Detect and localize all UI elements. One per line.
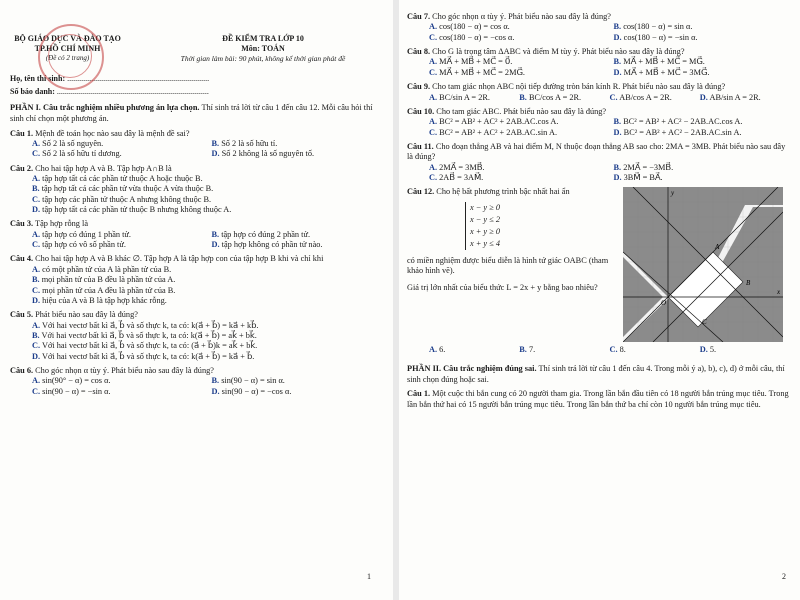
answer-option-b[interactable]: [519, 345, 609, 355]
answer-option-a[interactable]: [429, 57, 606, 67]
solution-region-graph: [623, 187, 783, 342]
answer-option-b[interactable]: [10, 331, 383, 341]
answer-option-d[interactable]: [614, 68, 791, 78]
id-field: ............................................................................: [56, 87, 209, 97]
option-key: D.: [32, 295, 41, 305]
answer-option-b[interactable]: [212, 230, 384, 240]
option-text: Số 2 là số hữu tỉ dương.: [42, 149, 122, 159]
option-key: A.: [32, 376, 41, 386]
option-text: AB/sin A = 2R.: [709, 92, 761, 102]
option-text: Với hai vectơ bất kì a⃗, b⃗ và số thực k, ta có: k(a⃗ + b⃗) = ka⃗ + kb⃗.: [42, 320, 259, 330]
option-text: tập hợp tất cả các phần tử thuộc B nhưng không thuộc A.: [42, 205, 232, 215]
answer-option-a[interactable]: [429, 22, 606, 32]
option-text: MA⃗ + MB⃗ + MC⃗ = 0⃗.: [439, 57, 513, 67]
answer-options: [10, 139, 383, 160]
question-text: Cho tam giác nhọn ABC nội tiếp đường tròn bán kính R. Phát biểu nào sau đây là đúng?: [432, 82, 726, 92]
question-number: Câu 3.: [10, 219, 34, 229]
option-text: AB/cos A = 2R.: [619, 92, 672, 102]
option-key: D.: [613, 127, 622, 137]
answer-options: [407, 57, 790, 78]
header-right: [143, 34, 383, 63]
question-number: Câu 11.: [407, 141, 434, 151]
option-key: C.: [32, 240, 41, 250]
option-key: A.: [32, 320, 41, 330]
graph-label-b: B: [746, 279, 751, 288]
name-field: .......................................................................: [67, 74, 210, 84]
inequality-3: x + y ≥ 0: [470, 226, 500, 236]
option-text: sin(90° − α) = cos α.: [42, 376, 111, 386]
option-key: D.: [613, 173, 622, 183]
part1-heading: [10, 103, 383, 125]
question-block: [10, 254, 383, 306]
answer-option-b[interactable]: [212, 139, 384, 149]
option-key: B.: [613, 162, 622, 172]
question-12-text: [407, 187, 617, 342]
option-key: C.: [32, 341, 41, 351]
option-text: 2AB⃗ = 3AM⃗.: [439, 173, 484, 183]
option-text: BC² = AB² + AC² − 2AB.AC.cos A.: [623, 117, 743, 127]
option-key: A.: [32, 173, 41, 183]
page-number-2: 2: [782, 572, 786, 581]
option-key: A.: [32, 264, 41, 274]
part2-heading: [407, 364, 790, 386]
page1-questions: [10, 129, 383, 398]
option-key: B.: [211, 138, 220, 148]
answer-option-a[interactable]: [10, 321, 383, 331]
question-block: [10, 310, 383, 362]
answer-option-c[interactable]: [610, 93, 700, 103]
answer-option-d[interactable]: [614, 128, 791, 138]
option-text: tập hợp có đúng 2 phần tử.: [221, 229, 311, 239]
option-key: B.: [613, 22, 622, 32]
answer-option-d[interactable]: [614, 33, 791, 43]
option-text: sin(90 − α) = sin α.: [221, 376, 285, 386]
answer-options: [407, 163, 790, 184]
option-text: cos(180 − α) = −cos α.: [439, 32, 515, 42]
option-text: Số 2 là số nguyên.: [42, 138, 104, 148]
question-text: Cho hai tập hợp A và B. Tập hợp A∩B là: [35, 163, 172, 173]
answer-option-d[interactable]: [700, 345, 790, 355]
answer-option-c[interactable]: [429, 68, 606, 78]
question-block: [407, 142, 790, 183]
option-key: D.: [613, 67, 622, 77]
option-text: tập hợp không có phần tử nào.: [221, 240, 323, 250]
city-name: TP.HỒ CHÍ MINH: [34, 44, 101, 53]
option-key: A.: [429, 162, 438, 172]
question-block: [10, 129, 383, 160]
option-key: B.: [211, 376, 220, 386]
option-key: D.: [32, 351, 41, 361]
option-text: 7.: [528, 345, 536, 355]
answer-option-c[interactable]: [429, 33, 606, 43]
option-text: MA⃗ + MB⃗ + MC⃗ = 2MG⃗.: [439, 67, 525, 77]
option-text: sin(90 − α) = −sin α.: [42, 386, 111, 396]
option-key: B.: [32, 331, 40, 340]
option-key: C.: [429, 127, 438, 137]
option-key: A.: [32, 229, 41, 239]
question-text-3: Giá trị lớn nhất của biểu thức L = 2x + y bằng bao nhiêu?: [407, 282, 598, 292]
option-text: mọi phần tử của A đều là phần tử của B.: [42, 285, 176, 295]
answer-option-a[interactable]: [429, 163, 606, 173]
question-text: Cho góc nhọn α tùy ý. Phát biểu nào sau đây là đúng?: [432, 12, 611, 21]
option-key: B.: [519, 345, 527, 355]
option-text: Với hai vectơ bất kì a⃗, b⃗ và số thực k, ta có: k(a⃗ + b⃗) = ka⃗ + b⃗.: [42, 351, 255, 361]
option-text: 2MA⃗ = 3MB⃗.: [439, 162, 485, 172]
answer-option-b[interactable]: [614, 22, 791, 32]
option-text: sin(90 − α) = −cos α.: [221, 386, 292, 396]
question-number: Câu 6.: [10, 366, 34, 376]
answer-option-c[interactable]: [10, 286, 383, 296]
question-text-2: có miền nghiệm được biểu diễn là hình tứ giác OABC (tham khảo hình vẽ).: [407, 255, 609, 276]
answer-option-b[interactable]: [614, 163, 791, 173]
exam-page-2: [399, 0, 800, 600]
option-key: C.: [32, 386, 41, 396]
question-number: Câu 7.: [407, 12, 431, 21]
question-text: Cho hệ bất phương trình bậc nhất hai ẩn: [436, 187, 570, 197]
page-count-note: (Đề có 2 trang): [45, 54, 90, 62]
option-text: BC² = AB² + AC² + 2AB.AC.cos A.: [439, 117, 559, 127]
option-text: tập hợp các phần tử thuộc A nhưng không thuộc B.: [42, 194, 212, 204]
answer-option-a[interactable]: [32, 376, 204, 386]
option-text: 6.: [439, 345, 446, 355]
answer-option-d[interactable]: [212, 149, 384, 159]
option-key: B.: [32, 184, 40, 194]
option-key: B.: [519, 92, 527, 102]
option-text: 8.: [619, 345, 626, 355]
graph-label-a: A: [715, 243, 720, 252]
answer-option-d[interactable]: [10, 205, 383, 215]
question-block: [10, 366, 383, 397]
answer-options: [10, 265, 383, 306]
option-text: MA⃗ + MB⃗ + MC⃗ = MG⃗.: [623, 57, 705, 67]
question-block: [407, 12, 790, 43]
option-text: Số 2 là số hữu tỉ.: [221, 138, 278, 148]
answer-options: [10, 174, 383, 215]
exam-title: ĐỀ KIỂM TRA LỚP 10: [222, 34, 304, 43]
option-key: C.: [609, 92, 618, 102]
question-text: Cho đoạn thẳng AB và hai điểm M, N thuộc đoạn thẳng AB sao cho: 2MA = 3MB. Phát biểu nào sau đây là đúng?: [407, 141, 786, 162]
school-stamp-icon: [38, 24, 104, 90]
answer-options: [407, 22, 790, 43]
graph-label-o: O: [661, 299, 667, 308]
inequality-system: [465, 202, 617, 250]
answer-option-d[interactable]: [10, 296, 383, 306]
answer-options: [10, 230, 383, 251]
answer-option-a[interactable]: [32, 139, 204, 149]
option-key: A.: [429, 345, 438, 355]
question-number: Câu 1.: [10, 128, 34, 138]
question-12-options: [407, 345, 790, 355]
id-label: Số báo danh:: [10, 87, 55, 97]
graph-label-x: x: [777, 288, 781, 297]
question-text: Mệnh đề toán học nào sau đây là mệnh đề sai?: [35, 128, 190, 138]
answer-option-b[interactable]: [10, 184, 383, 194]
option-text: cos(180 − α) = sin α.: [623, 22, 693, 32]
answer-option-a[interactable]: [10, 265, 383, 275]
answer-option-b[interactable]: [614, 57, 791, 67]
option-key: C.: [32, 149, 41, 159]
answer-option-d[interactable]: [212, 240, 384, 250]
option-text: BC/cos A = 2R.: [528, 92, 582, 102]
graph-label-c: C: [702, 318, 707, 327]
option-key: B.: [613, 117, 622, 127]
option-key: A.: [429, 57, 438, 67]
option-key: A.: [32, 138, 41, 148]
answer-options: [10, 376, 383, 397]
question-number: Câu 12.: [407, 187, 435, 197]
exam-subject: Môn: TOÁN: [241, 44, 285, 53]
exam-time: Thời gian làm bài: 90 phút, không kể thời gian phát đề: [180, 54, 346, 63]
question-block: [407, 107, 790, 138]
part2-question-1: [407, 389, 790, 410]
answer-option-a[interactable]: [32, 230, 204, 240]
part1-desc: Thí sinh trả lời từ câu 1 đến câu 12. Mỗi câu hỏi thí sinh chỉ chọn một phương án.: [10, 102, 373, 123]
part1-title: PHẦN I. Câu trắc nghiệm nhiều phương án lựa chọn.: [10, 102, 200, 112]
option-text: tập hợp có đúng 1 phần tử.: [42, 229, 131, 239]
option-key: C.: [429, 67, 438, 77]
answer-option-a[interactable]: [429, 117, 606, 127]
question-12: [407, 187, 790, 342]
answer-option-c[interactable]: [429, 173, 606, 183]
part2-title: PHẦN II. Câu trắc nghiệm đúng sai.: [407, 363, 537, 373]
answer-option-c[interactable]: [10, 341, 383, 351]
question-number: Câu 5.: [10, 310, 34, 320]
question-text: Cho tam giác ABC. Phát biểu nào sau đây là đúng?: [436, 106, 607, 116]
question-number: Câu 1.: [407, 389, 431, 399]
question-number: Câu 8.: [407, 47, 431, 57]
answer-option-d[interactable]: [10, 352, 383, 362]
option-key: A.: [429, 92, 438, 102]
answer-option-c[interactable]: [32, 149, 204, 159]
question-text: Phát biểu nào sau đây là đúng?: [35, 310, 138, 320]
answer-option-d[interactable]: [614, 173, 791, 183]
option-key: D.: [211, 240, 220, 250]
option-text: Số 2 không là số nguyên tố.: [221, 149, 315, 159]
option-text: 2MA⃗ = −3MB⃗.: [623, 162, 674, 172]
option-key: A.: [429, 117, 438, 127]
option-text: BC² = AB² + AC² − 2AB.AC.sin A.: [623, 127, 742, 137]
option-text: BC/sin A = 2R.: [439, 92, 490, 102]
question-text: Cho G là trọng tâm ΔABC và điểm M tùy ý. Phát biểu nào sau đây là đúng?: [432, 47, 685, 57]
option-text: 3BM⃗ = BA⃗.: [623, 173, 663, 183]
option-text: BC² = AB² + AC² + 2AB.AC.sin A.: [439, 127, 558, 137]
part2-desc: Thí sinh trả lời từ câu 1 đến câu 4. Trong mỗi ý a), b), c), d) ở mỗi câu, thí sinh chọn đúng hoặc sai.: [407, 363, 785, 384]
option-key: B.: [211, 229, 220, 239]
option-key: C.: [609, 345, 618, 355]
answer-option-d[interactable]: [212, 387, 384, 397]
option-text: Với hai vectơ bất kì a⃗, b⃗ và số thực k, ta có: k(a⃗ + b⃗) = ak⃗ + bk⃗.: [41, 331, 257, 340]
dept-name: BỘ GIÁO DỤC VÀ ĐÀO TẠO: [14, 34, 121, 43]
question-number: Câu 10.: [407, 106, 435, 116]
answer-options: [10, 321, 383, 362]
option-text: tập hợp có vô số phần tử.: [42, 240, 126, 250]
option-text: cos(180 − α) = cos α.: [439, 22, 510, 32]
option-key: B.: [32, 275, 40, 285]
inequality-1: x − y ≥ 0: [470, 202, 500, 212]
answer-option-b[interactable]: [212, 376, 384, 386]
question-block: [10, 219, 383, 250]
question-text: Cho hai tập hợp A và B khác ∅. Tập hợp A là tập hợp con của tập hợp B khi và chỉ khi: [35, 254, 324, 264]
question-block: [407, 47, 790, 78]
option-text: tập hợp tất cả các phần tử thuộc A hoặc thuộc B.: [42, 173, 203, 183]
option-key: D.: [699, 92, 708, 102]
option-key: B.: [613, 57, 622, 67]
answer-options: [407, 93, 790, 103]
option-key: C.: [429, 32, 438, 42]
answer-option-c[interactable]: [10, 195, 383, 205]
answer-option-a[interactable]: [429, 93, 519, 103]
answer-option-c[interactable]: [610, 345, 700, 355]
question-number: Câu 9.: [407, 82, 431, 92]
answer-options: [407, 117, 790, 138]
option-text: cos(180 − α) = −sin α.: [623, 32, 698, 42]
answer-option-a[interactable]: [429, 345, 519, 355]
question-number: Câu 2.: [10, 163, 34, 173]
question-text: Một cuộc thi bắn cung có 20 người tham gia. Trong lần bắn đầu tiên có 18 người bắn trúng mục tiêu. Trong lần bắn thứ hai có 15 người bắn trúng mục tiêu. Trong lần bắn thứ ba chỉ còn 10 người bắn trúng mục tiêu.: [407, 389, 789, 409]
inequality-2: x − y ≤ 2: [470, 214, 500, 224]
answer-option-b[interactable]: [519, 93, 609, 103]
answer-option-c[interactable]: [32, 387, 204, 397]
name-label: Họ, tên thí sinh:: [10, 74, 66, 84]
question-text: Cho góc nhọn α tùy ý. Phát biểu nào sau đây là đúng?: [35, 366, 214, 376]
exam-page-1: [0, 0, 393, 600]
question-text: Tập hợp rỗng là: [35, 219, 89, 229]
option-key: D.: [32, 205, 41, 215]
page2-questions: [407, 12, 790, 183]
question-block: [407, 82, 790, 103]
option-text: có một phần tử của A là phần tử của B.: [42, 264, 172, 274]
option-text: Với hai vectơ bất kì a⃗, b⃗ và số thực k, ta có: (a⃗ + b⃗)k = ak⃗ + bk⃗.: [42, 341, 258, 351]
option-text: mọi phần tử của B đều là phần tử của A.: [41, 275, 176, 285]
answer-option-c[interactable]: [32, 240, 204, 250]
option-text: 5.: [709, 345, 717, 355]
answer-option-d[interactable]: [700, 93, 790, 103]
inequality-4: x + y ≤ 4: [470, 238, 500, 248]
answer-option-b[interactable]: [10, 275, 383, 285]
question-block: [10, 164, 383, 216]
question-number: Câu 4.: [10, 254, 34, 264]
option-text: hiệu của A và B là tập hợp khác rỗng.: [42, 295, 167, 305]
page-number-1: 1: [367, 572, 371, 581]
option-key: C.: [32, 285, 41, 295]
option-key: C.: [32, 194, 41, 204]
graph-label-y: y: [671, 189, 675, 198]
answer-option-c[interactable]: [429, 128, 606, 138]
option-key: D.: [211, 386, 220, 396]
option-key: C.: [429, 173, 438, 183]
option-key: D.: [613, 32, 622, 42]
answer-option-a[interactable]: [10, 174, 383, 184]
option-text: tập hợp tất cả các phần tử vừa thuộc A vừa thuộc B.: [41, 184, 214, 194]
option-key: D.: [699, 345, 708, 355]
option-key: D.: [211, 149, 220, 159]
answer-option-b[interactable]: [614, 117, 791, 127]
option-key: A.: [429, 22, 438, 32]
option-text: MA⃗ + MB⃗ + MC⃗ = 3MG⃗.: [623, 67, 710, 77]
